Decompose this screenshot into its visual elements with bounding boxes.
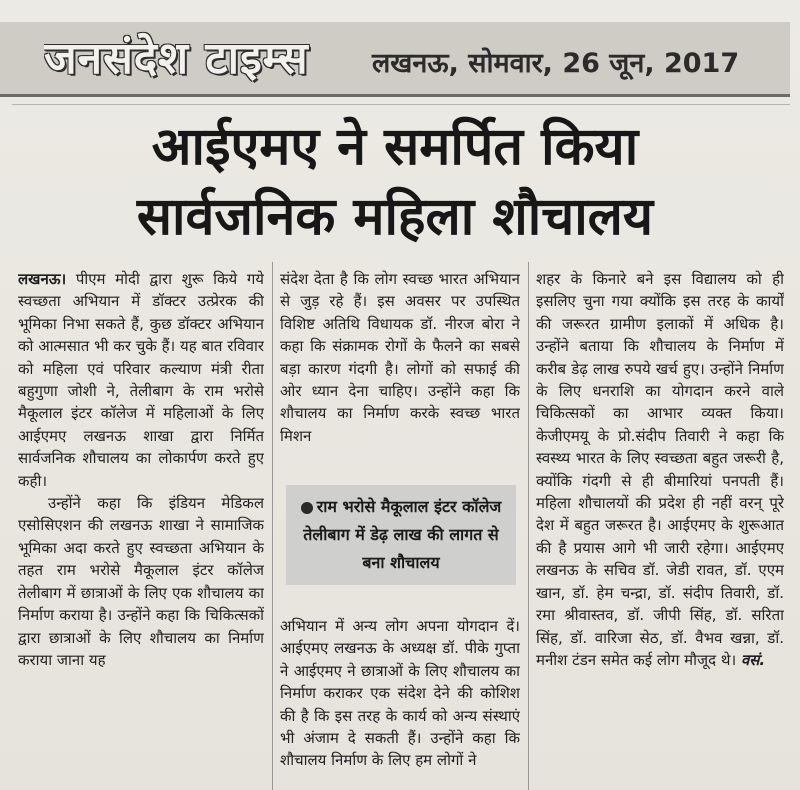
article-paragraph-3: संदेश देता है कि लोग स्वच्छ भारत अभियान से जुड़ रहे हैं। इस अवसर पर उपस्थित विशिष्ट अतिथि विधायक डॉ. नीरज बोरा ने कहा कि संक्रामक रोगों के फैलने का सबसे बड़ा कारण गंदगी है। लोगों को सफाई की ओर ध्यान देना चाहिए। उन्होंने कहा कि शौचालय का निर्माण करके स्वच्छ भारत मिशन <box>280 270 520 445</box>
article-paragraph-1 <box>18 268 264 492</box>
pull-quote-text: राम भरोसे मैकूलाल इंटर कॉलेज तेलीबाग में डेढ़ लाख की लागत से बना शौचालय <box>303 497 502 572</box>
masthead-dateline: लखनऊ, सोमवार, 26 जून, 2017 <box>372 48 740 79</box>
article-paragraph-1-text: पीएम मोदी द्वारा शुरू किये गये स्वच्छता अभियान में डॉक्टर उत्प्रेरक की भूमिका निभा सकते हैं, कुछ डॉक्टर अभियान को आत्मसात भी कर चुके हैं। यह बात रविवार को महिला एवं परिवार कल्याण मंत्री रीता बहुगुणा जोशी ने, तेलीबाग के राम भरोसे मैकूलाल इंटर कॉलेज में महिलाओं के लिए आईएमए लखनऊ शाखा द्वारा निर्मित सार्वजनिक शौचालय का लोकार्पण करते हुए कही। <box>18 270 264 490</box>
headline <box>0 112 790 252</box>
headline-line-1: आईएमए ने समर्पित किया <box>151 117 639 177</box>
article-column-2-bottom <box>280 600 520 790</box>
pull-quote <box>286 485 516 585</box>
headline-line-2: सार्वजनिक महिला शौचालय <box>136 187 654 247</box>
article-paragraph-5 <box>536 268 784 671</box>
article-column-2-top <box>280 268 520 478</box>
article-column-3 <box>536 268 784 790</box>
masthead-title: जनसंदेश टाइम्स <box>44 33 309 84</box>
article-column-1 <box>18 268 264 790</box>
byline: वसं. <box>740 650 766 669</box>
article-paragraph-5-text: शहर के किनारे बने इस विद्यालय को ही इसलिए चुना गया क्योंकि इस तरह के कार्यों की जरूरत ग्रामीण इलाकों में अधिक है। उन्होंने बताया कि शौचालय के निर्माण में करीब डेढ़ लाख रुपये खर्च हुए। उन्होंने निर्माण के लिए धनराशि का योगदान करने वाले चिकित्सकों का आभार व्यक्त किया। केजीएमयू के प्रो.संदीप तिवारी ने कहा कि स्वस्थ्य भारत के लिए स्वच्छता बहुत जरूरी है, क्योंकि गंदगी से ही बीमारियां पनपती हैं। महिला शौचालयों की प्रदेश ही नहीं वरन् पूरे देश में बहुत जरूरत है। आईएमए के शुरूआत की है प्रयास आगे भी जारी रहेगा। आईएमए लखनऊ के सचिव डॉ. जेडी रावत, डॉ. एएम खान, डॉ. हेम चन्द्रा, डॉ. संदीप तिवारी, डॉ. रमा श्रीवास्तव, डॉ. जीपी सिंह, डॉ. सरिता सिंह, डॉ. वारिजा सेठ, डॉ. वैभव खन्ना, डॉ. मनीश टंडन समेत कई लोग मौजूद थे। <box>536 270 784 669</box>
article-paragraph-4: अभियान में अन्य लोग अपना योगदान दें। आईएमए लखनऊ के अध्यक्ष डॉ. पीके गुप्ता ने आईएमए ने छात्राओं के लिए शौचालय का निर्माण कराकर एक संदेश देने की कोशिश की है कि इस तरह के कार्य को अन्य संस्थाएं भी अंजाम दे सकती हैं। उन्होंने कहा कि शौचालय निर्माण के लिए हम लोगों ने <box>280 617 520 770</box>
bullet-icon <box>301 502 313 514</box>
article-paragraph-2: उन्होंने कहा कि इंडियन मेडिकल एसोसिएशन की लखनऊ शाखा ने सामाजिक भूमिका अदा करते हुए स्वच्छता अभियान के तहत राम भरोसे मैकूलाल इंटर कॉलेज तेलीबाग में छात्राओं के लिए एक शौचालय का निर्माण कराया है। उन्होंने कहा कि चिकित्सकों द्वारा छात्राओं के लिए शौचालय का निर्माण कराया जाना यह <box>18 494 264 669</box>
column-rule-2 <box>528 262 529 790</box>
masthead-rule <box>12 104 790 105</box>
article-dateline: लखनऊ। <box>18 270 67 288</box>
column-rule-1 <box>272 262 273 790</box>
